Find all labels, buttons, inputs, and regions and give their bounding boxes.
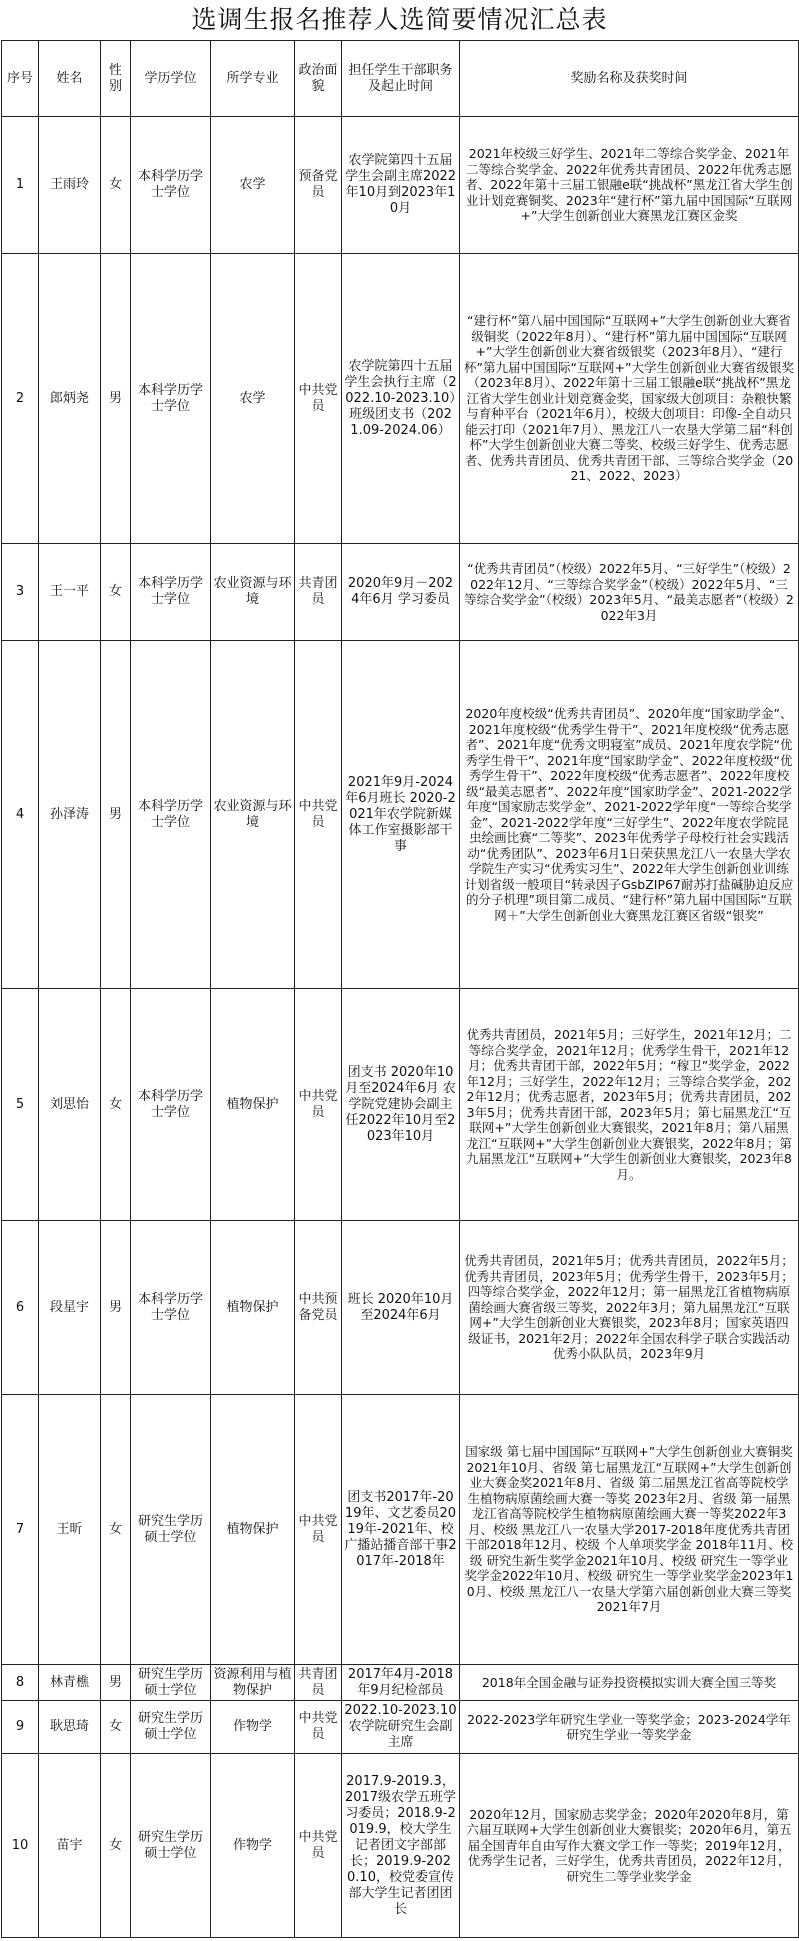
cell-position: 团支书 2020年10月至2024年6月 农学院党建协会副主任2022年10月至2023年10月: [342, 989, 460, 1221]
table-row: [2, 254, 799, 544]
cell-political: 中共党员: [295, 1701, 342, 1754]
cell-name: 孙泽涛: [39, 641, 101, 989]
cell-major: 作物学: [211, 1754, 295, 1938]
header-degree: 学历学位: [131, 41, 211, 117]
cell-major: 农学: [211, 117, 295, 254]
cell-seq: 7: [2, 1395, 39, 1665]
cell-name: 耿思琦: [39, 1701, 101, 1754]
cell-gender: 女: [101, 989, 131, 1221]
cell-seq: 1: [2, 117, 39, 254]
cell-gender: 男: [101, 254, 131, 544]
cell-major: 作物学: [211, 1701, 295, 1754]
header-political: 政治面貌: [295, 41, 342, 117]
cell-degree: 本科学历学士学位: [131, 1221, 211, 1395]
table-row: [2, 1221, 799, 1395]
cell-name: 郎炳尧: [39, 254, 101, 544]
table-row: [2, 641, 799, 989]
header-position: 担任学生干部职务及起止时间: [342, 41, 460, 117]
cell-gender: 女: [101, 544, 131, 641]
cell-name: 林青樵: [39, 1665, 101, 1701]
cell-awards: 国家级 第七届中国国际“互联网+”大学生创新创业大赛铜奖 2021年10月、省级 第七届黑龙江“互联网+”大学生创新创业大赛金奖2021年8月、省级 第二届黑龙江省高等院校学生植物病原菌绘画大赛一等奖 2023年2月、省级 第一届黑龙江省高等院校学生植物病原菌绘画大赛一等奖2022年3月、校级 黑龙江八一农垦大学2017-2018年度优秀共青团干部2018年12月、校级 个人单项奖学金 2018年11月、校级 研究生新生奖学金2021年10月、校级 研究生一等学业奖学金2022年10月、校级 研究生一等学业奖学金2023年10月、校级 黑龙江八一农垦大学第六届创新创业大赛三等奖2021年7月: [460, 1395, 799, 1665]
table-row: [2, 1395, 799, 1665]
cell-degree: 研究生学历硕士学位: [131, 1701, 211, 1754]
cell-seq: 2: [2, 254, 39, 544]
cell-position: 2021年9月-2024年6月班长 2020-2021年农学院新媒体工作室摄影部干事: [342, 641, 460, 989]
cell-position: 2017.9-2019.3，2017级农学五班学习委员；2018.9-2019.9，校大学生记者团文字部部长；2019.9-2020.10，校党委宣传部大学生记者团团长: [342, 1754, 460, 1938]
cell-degree: 研究生学历硕士学位: [131, 1754, 211, 1938]
cell-major: 农业资源与环境: [211, 641, 295, 989]
cell-position: 农学院第四十五届学生会执行主席（2022.10-2023.10）班级团支书（2021.09-2024.06）: [342, 254, 460, 544]
cell-major: 植物保护: [211, 1395, 295, 1665]
cell-position: 班长 2020年10月至2024年6月: [342, 1221, 460, 1395]
header-awards: 奖励名称及获奖时间: [460, 41, 799, 117]
cell-major: 植物保护: [211, 989, 295, 1221]
table-row: [2, 1665, 799, 1701]
cell-awards: 2022-2023学年研究生学业一等奖学金；2023-2024学年研究生学业一等奖学金: [460, 1701, 799, 1754]
cell-political: 中共预备党员: [295, 1221, 342, 1395]
cell-political: 中共党员: [295, 1754, 342, 1938]
cell-name: 苗宇: [39, 1754, 101, 1938]
header-gender: 性别: [101, 41, 131, 117]
cell-political: 中共党员: [295, 254, 342, 544]
table-row: [2, 117, 799, 254]
cell-degree: 本科学历学士学位: [131, 254, 211, 544]
table-row: [2, 989, 799, 1221]
cell-position: 团支书2017年-2019年、文艺委员2019年-2021年、校广播站播音部干事2017年-2018年: [342, 1395, 460, 1665]
cell-gender: 女: [101, 117, 131, 254]
table-header-row: [2, 41, 799, 117]
cell-name: 刘思怡: [39, 989, 101, 1221]
cell-awards: 2018年全国金融与证券投资模拟实训大赛全国三等奖: [460, 1665, 799, 1701]
cell-political: 中共党员: [295, 1395, 342, 1665]
cell-name: 段星宇: [39, 1221, 101, 1395]
cell-gender: 男: [101, 1665, 131, 1701]
cell-degree: 本科学历学士学位: [131, 117, 211, 254]
table-row: [2, 1754, 799, 1938]
cell-awards: 优秀共青团员，2021年5月；三好学生，2021年12月；二等综合奖学金，2021年12月；优秀学生骨干，2021年12月；优秀共青团干部，2022年5月；“稼卫”奖学金，2022年12月；三好学生，2022年12月；三等综合奖学金，2022年12月；优秀志愿者，2023年5月；优秀共青团员，2023年5月；优秀共青团干部，2023年5月；第七届黑龙江“互联网+”大学生创新创业大赛银奖，2021年8月；第八届黑龙江“互联网+”大学生创新创业大赛银奖，2022年8月；第九届黑龙江“互联网+”大学生创新创业大赛银奖，2023年8月。: [460, 989, 799, 1221]
cell-position: 农学院第四十五届学生会副主席2022年10月到2023年10月: [342, 117, 460, 254]
cell-awards: 2020年度校级“优秀共青团员”、2020年度“国家助学金”、2021年度校级“优秀学生骨干”、2021年度校级“优秀志愿者”、2021年度“优秀文明寝室”成员、2021年度农学院“优秀学生骨干”、2021年度“国家助学金”、2022年度校级“优秀学生骨干”、2022年度校级“优秀志愿者”、2022年度校级“最美志愿者”、2022年度“国家助学金”、2021-2022学年度“国家励志奖学金”、2021-2022学年度“一等综合奖学金”、2021-2022学年度“三好学生”、2022年度农学院昆虫绘画比赛“二等奖”、2023年优秀学子母校行社会实践活动“优秀团队”、2023年6月1日荣获黑龙江八一农垦大学农学院生产实习“优秀实习生”、2022年大学生创新创业训练计划省级一般项目“转录因子GsbZIP67耐苏打盐碱胁迫反应的分子机理”项目第二成员、“建行杯”第九届中国国际“互联网＋”大学生创新创业大赛黑龙江赛区省级“银奖”: [460, 641, 799, 989]
cell-gender: 男: [101, 641, 131, 989]
cell-awards: “优秀共青团员”（校级）2022年5月、“三好学生”（校级）2022年12月、“三等综合奖学金”（校级）2022年5月、“三等综合奖学金”（校级）2023年5月、“最美志愿者”（校级）2022年3月: [460, 544, 799, 641]
cell-gender: 男: [101, 1221, 131, 1395]
cell-seq: 5: [2, 989, 39, 1221]
table-row: [2, 544, 799, 641]
cell-political: 预备党员: [295, 117, 342, 254]
cell-awards: 2020年12月，国家励志奖学金；2020年2020年8月，第六届互联网+大学生创新创业大赛银奖；2020年6月，第五届全国青年自由写作大赛文学工作一等奖；2019年12月，优秀学生记者，三好学生，优秀共青团员，2022年12月，研究生二等学业奖学金: [460, 1754, 799, 1938]
cell-position: 2020年9月－2024年6月 学习委员: [342, 544, 460, 641]
header-name: 姓名: [39, 41, 101, 117]
cell-name: 王昕: [39, 1395, 101, 1665]
cell-major: 资源利用与植物保护: [211, 1665, 295, 1701]
cell-gender: 女: [101, 1754, 131, 1938]
cell-gender: 女: [101, 1395, 131, 1665]
cell-position: 2017年4月-2018年9月纪检部员: [342, 1665, 460, 1701]
cell-seq: 10: [2, 1754, 39, 1938]
cell-seq: 6: [2, 1221, 39, 1395]
cell-awards: “建行杯”第八届中国国际“互联网+”大学生创新创业大赛省级铜奖（2022年8月）、“建行杯”第九届中国国际“互联网+”大学生创新创业大赛省级银奖（2023年8月）、“建行杯”第九届中国国际“互联网+”大学生创新创业大赛省级银奖（2023年8月）、2022年第十三届工银融e联“挑战杯”黑龙江省大学生创业计划竞赛金奖，国家级大创项目：杂粮快繁与育种平台（2021年6月），校级大创项目：印像-全自动只能云打印（2021年7月）、黑龙江八一农垦大学第二届“科创杯”大学生创新创业大赛二等奖、校级三好学生、优秀志愿者、优秀共青团员、优秀共青团干部、三等综合奖学金（2021、2022、2023）: [460, 254, 799, 544]
cell-political: 共青团员: [295, 1665, 342, 1701]
cell-gender: 女: [101, 1701, 131, 1754]
cell-degree: 研究生学历硕士学位: [131, 1395, 211, 1665]
candidate-summary-table: [1, 40, 799, 1938]
cell-name: 王雨玲: [39, 117, 101, 254]
cell-degree: 本科学历学士学位: [131, 641, 211, 989]
cell-seq: 8: [2, 1665, 39, 1701]
cell-position: 2022.10-2023.10农学院研究生会副主席: [342, 1701, 460, 1754]
cell-seq: 3: [2, 544, 39, 641]
cell-political: 共青团员: [295, 544, 342, 641]
table-row: [2, 1701, 799, 1754]
header-seq: 序号: [2, 41, 39, 117]
cell-degree: 研究生学历硕士学位: [131, 1665, 211, 1701]
header-major: 所学专业: [211, 41, 295, 117]
cell-seq: 9: [2, 1701, 39, 1754]
cell-awards: 2021年校级三好学生、2021年二等综合奖学金、2021年二等综合奖学金、2022年优秀共青团员、2022年优秀志愿者、2022年第十三届工银融e联“挑战杯”黑龙江省大学生创业计划竞赛铜奖、2023年“建行杯”第九届中国国际“互联网+”大学生创新创业大赛黑龙江赛区金奖: [460, 117, 799, 254]
document-title: 选调生报名推荐人选简要情况汇总表: [191, 5, 608, 34]
cell-awards: 优秀共青团员，2021年5月；优秀共青团员，2022年5月；优秀共青团员，2023年5月；优秀学生骨干，2023年5月；四等综合奖学金，2022年12月；第一届黑龙江省植物病原菌绘画大赛省级三等奖，2022年3月；第九届黑龙江“互联网+”大学生创新创业大赛银奖，2023年8月；国家英语四级证书，2021年2月；2022年全国农科学子联合实践活动优秀小队队员，2023年9月: [460, 1221, 799, 1395]
cell-major: 农学: [211, 254, 295, 544]
cell-degree: 本科学历学士学位: [131, 989, 211, 1221]
cell-name: 王一平: [39, 544, 101, 641]
cell-political: 中共党员: [295, 989, 342, 1221]
cell-degree: 本科学历学士学位: [131, 544, 211, 641]
cell-political: 中共党员: [295, 641, 342, 989]
cell-seq: 4: [2, 641, 39, 989]
cell-major: 农业资源与环境: [211, 544, 295, 641]
cell-major: 植物保护: [211, 1221, 295, 1395]
